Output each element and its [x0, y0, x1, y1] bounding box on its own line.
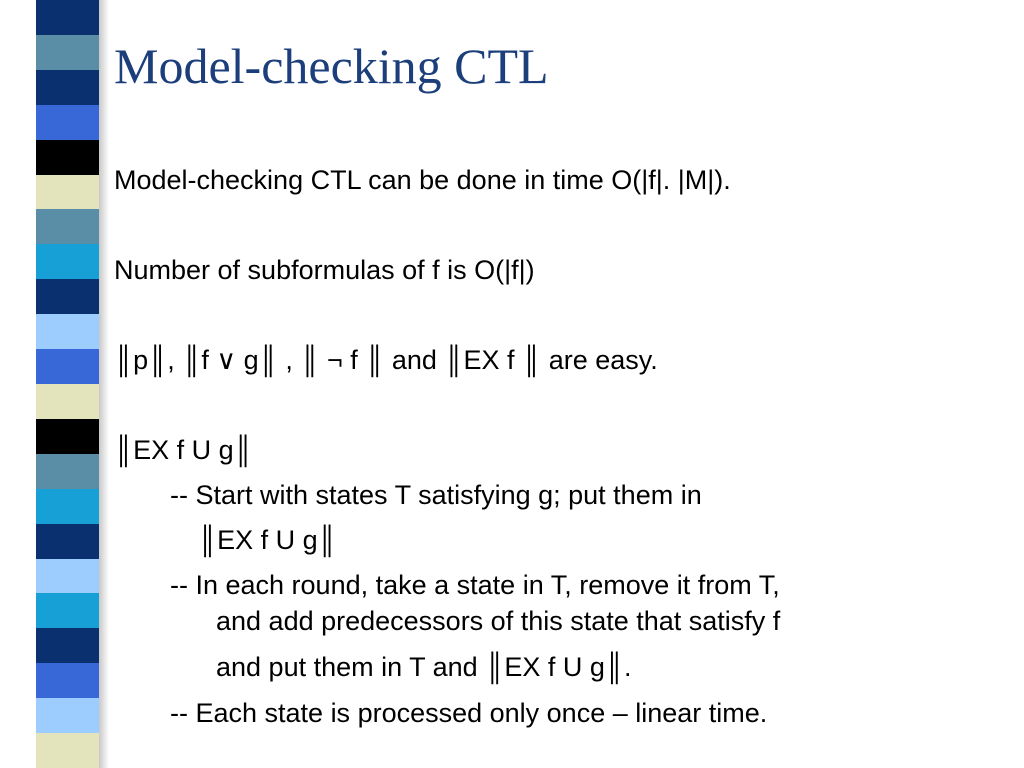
stripe-segment — [36, 209, 99, 245]
stripe-segment — [36, 663, 99, 699]
step-round-line: -- In each round, take a state in T, remove it from T, — [170, 570, 780, 600]
decorative-stripe-bar — [36, 0, 99, 768]
easy-cases-statement: ║p║, ║f ∨ g║ , ║ ¬ f ║ and ║EX f ║ are easy. — [114, 345, 658, 375]
stripe-segment — [36, 593, 99, 629]
stripe-segment — [36, 0, 99, 36]
stripe-segment — [36, 559, 99, 595]
stripe-segment — [36, 419, 99, 455]
step-start-line: -- Start with states T satisfying g; put them in — [170, 480, 702, 510]
step-round-continuation-2: and put them in T and ║EX f U g║. — [216, 652, 632, 682]
stripe-segment — [36, 244, 99, 280]
stripe-segment — [36, 105, 99, 141]
stripe-segment — [36, 698, 99, 734]
stripe-segment — [36, 314, 99, 350]
stripe-segment — [36, 35, 99, 71]
step-linear-time-line: -- Each state is processed only once – linear time. — [170, 698, 768, 728]
step-round-continuation-1: and add predecessors of this state that satisfy f — [216, 606, 781, 636]
complexity-statement: Model-checking CTL can be done in time O(|f|. |M|). — [114, 165, 731, 195]
eu-formula-heading: ║EX f U g║ — [114, 435, 253, 465]
stripe-segment — [36, 140, 99, 176]
stripe-segment — [36, 384, 99, 420]
stripe-segment — [36, 279, 99, 315]
stripe-segment — [36, 489, 99, 525]
slide-title: Model-checking CTL — [114, 38, 549, 94]
stripe-segment — [36, 70, 99, 106]
stripe-segment — [36, 175, 99, 211]
stripe-segment — [36, 454, 99, 490]
stripe-segment — [36, 349, 99, 385]
stripe-segment — [36, 524, 99, 560]
step-start-formula: ║EX f U g║ — [198, 525, 337, 555]
stripe-segment — [36, 733, 99, 768]
subformula-count-statement: Number of subformulas of f is O(|f|) — [114, 255, 535, 285]
stripe-shadow — [99, 0, 109, 768]
stripe-segment — [36, 628, 99, 664]
